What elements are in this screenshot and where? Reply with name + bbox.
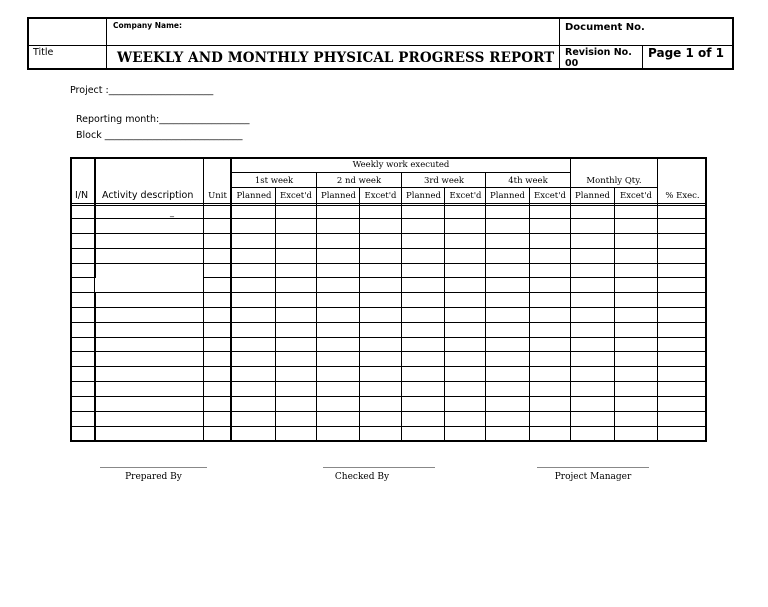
table-border [70,157,707,159]
row-line [70,351,707,352]
table-border [70,440,707,442]
row-line [70,307,707,308]
reporting-month-field: Reporting month:___________________ [76,114,250,125]
row-line [70,218,707,219]
progress-table [70,157,707,442]
week-1-header: 1st week [254,176,294,186]
checked-by-label: Checked By [334,472,390,482]
prepared-by-label: Prepared By [125,472,182,482]
header-bottom-line [70,203,707,204]
row-line [70,248,707,249]
week-3-header: 3rd week [423,176,465,186]
header-divider [642,45,643,68]
revision-value: 00 [565,58,579,69]
checked-by-line [323,467,435,468]
report-title: WEEKLY AND MONTHLY PHYSICAL PROGRESS REPORT [117,50,555,66]
col-line [359,187,360,442]
col-line [570,157,571,172]
weekly-group-header: Weekly work executed [352,160,450,170]
row-line [70,337,707,338]
document-no-label: Document No. [565,22,645,33]
col-line [614,187,615,442]
row-line [70,411,707,412]
company-name-label: Company Name: [113,21,182,30]
page-number: Page 1 of 1 [648,46,724,60]
row-line [204,277,707,278]
col-exec-header: % Exec. [665,191,700,201]
prepared-by-line [100,467,207,468]
row-line [70,292,707,293]
executed-header: Excet'd [449,191,482,201]
col-in-header: I/N [75,190,89,201]
project-manager-label: Project Manager [554,472,632,482]
col-line [94,157,95,442]
col-line [570,172,571,442]
header-divider [559,19,560,68]
col-line [203,277,204,292]
row-line [70,263,707,264]
document-header [27,17,734,70]
col-line [95,157,96,442]
header-bottom-line [70,205,707,206]
col-line [401,172,402,442]
col-line [485,172,486,442]
table-border [705,157,707,442]
row-line [70,381,707,382]
col-unit-header: Unit [208,191,227,201]
planned-header: Planned [406,191,441,201]
col-line [230,157,231,442]
col-line [444,187,445,442]
col-line [316,172,317,442]
planned-header: Planned [490,191,525,201]
project-manager-line [537,467,649,468]
monthly-group-header: Monthly Qty. [586,176,642,186]
col-line [275,187,276,442]
col-line [231,157,232,442]
row-line [70,396,707,397]
executed-header: Excet'd [364,191,397,201]
week-4-header: 4th week [508,176,548,186]
table-border [70,157,72,442]
merged-cell [95,278,203,292]
planned-header: Planned [575,191,610,201]
planned-header: Planned [321,191,356,201]
col-line [203,157,204,442]
executed-header: Excet'd [280,191,312,201]
dash-mark: _ [170,208,174,217]
header-divider [106,19,107,68]
revision-label: Revision No. [565,47,632,58]
col-activity-header: Activity description [102,190,194,201]
header-divider [29,45,732,46]
col-line [657,157,658,442]
project-field: Project :______________________ [70,85,214,96]
row-line [70,233,707,234]
row-line [70,322,707,323]
executed-header: Excet'd [534,191,566,201]
row-line [70,277,95,278]
row-line [70,426,707,427]
block-field: Block _____________________________ [76,130,243,141]
executed-header: Excet'd [620,191,652,201]
row-line [70,366,707,367]
planned-header: Planned [236,191,272,201]
week-2-header: 2 nd week [336,176,382,186]
col-line [529,187,530,442]
title-label: Title [33,47,54,58]
